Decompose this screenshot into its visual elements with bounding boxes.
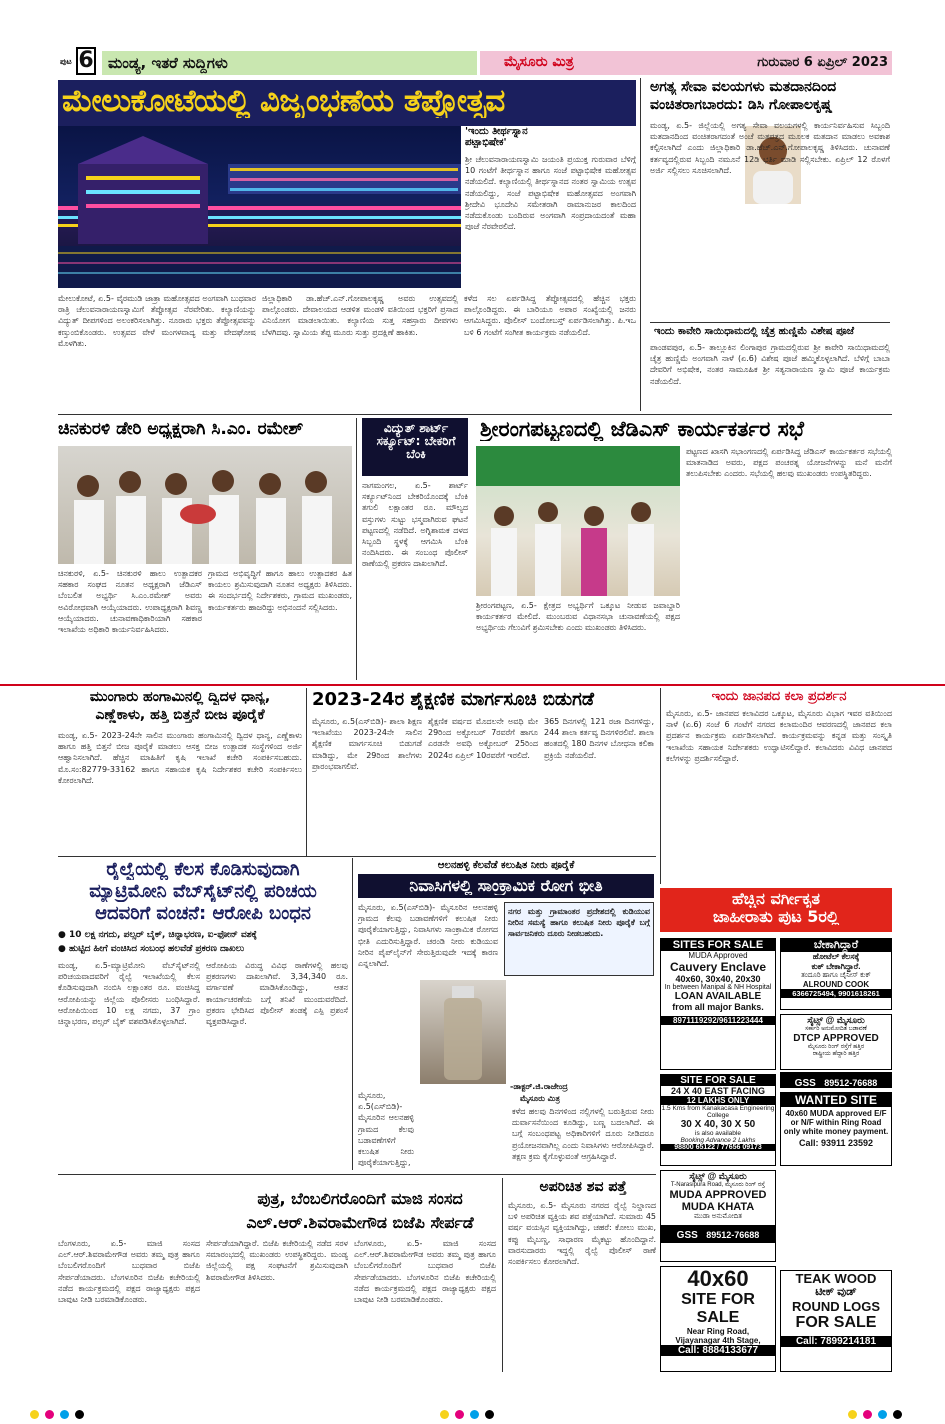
- ad3-title: ಸೈಟ್ಸ್ @ ಮೈಸೂರು: [807, 1015, 865, 1025]
- railway-bullet-1: ● 10 ಲಕ್ಷ ನಗದು, ಪಲ್ಸರ್ ಬೈಕ್, ಚಿನ್ನಾಭರಣ, ಐ-ಫೋನ್ ವಶಕ್ಕೆ: [58, 930, 257, 940]
- ad4-booking: Booking Advance 2 Lakhs: [680, 1137, 756, 1144]
- ad4-loc: 1.5 Kms from Kanakacasa Engineering College: [661, 1105, 775, 1119]
- monsoon-headline-2: ಎಣ್ಣೆಕಾಳು, ಹತ್ತಿ ಬಿತ್ತನೆ ಬೀಜ ಪೂರೈಕೆ: [95, 708, 265, 723]
- ad5-title: WANTED SITE: [781, 1093, 891, 1107]
- ad-muda-khata: [660, 1170, 776, 1262]
- ad4-also: is also available: [695, 1130, 741, 1137]
- ad2-phone: 6366725494, 9901618261: [781, 989, 891, 998]
- ad7-loc2: Vijayanagar 4th Stage,: [675, 1336, 761, 1345]
- lead-headline: ಮೇಲುಕೋಟೆಯಲ್ಲಿ ವಿಜೃಂಭಣೆಯ ತೆಪ್ಪೋತ್ಸವ: [62, 84, 505, 119]
- ad6-phone: 89512-76688: [706, 1230, 760, 1240]
- folk-headline: ಇಂದು ಜಾನಪದ ಕಲಾ ಪ್ರದರ್ಶನ: [711, 690, 847, 704]
- ad2-line4: ALROUND COOK: [802, 980, 870, 989]
- ad1-title: SITES FOR SALE: [661, 939, 775, 951]
- ad-cook-wanted: [780, 938, 892, 1010]
- mp-body-col3: ಬೆಂಗಳೂರು, ಏ.5- ಮಾಜಿ ಸಂಸದ ಎಲ್.ಆರ್.ಶಿವರಾಮೇಗೌಡ ಅವರು ತಮ್ಮ ಪುತ್ರ ಹಾಗೂ ಬೆಂಬಲಿಗರೊಂದಿಗೆ ಬುಧವಾರ ಬಿಜೆಪಿ ಸೇರ್ಪಡೆಯಾದರು. ಬೆಂಗಳೂರಿನ ಬಿಜೆಪಿ ಕಚೇರಿಯಲ್ಲಿ ನಡೆದ ಕಾರ್ಯಕ್ರಮದಲ್ಲಿ ಪಕ್ಷದ ರಾಜ್ಯಾಧ್ಯಕ್ಷರು ಪಕ್ಷದ ಬಾವುಟ ನೀಡಿ ಬರಮಾಡಿಕೊಂಡರು.: [354, 1239, 496, 1305]
- ad3-line3: ರಾಷ್ಟ್ರೀಯ ಹೆದ್ದಾರಿ ಹತ್ತಿರ: [812, 1051, 860, 1057]
- dairy-photo: [58, 446, 352, 564]
- section-title: ಮಂಡ್ಯ, ಇತರೆ ಸುದ್ದಿಗಳು: [108, 54, 228, 72]
- jds-body-col1: ಶ್ರೀರಂಗಪಟ್ಟಣ, ಏ.5- ಕ್ಷೇತ್ರದ ಅಭ್ಯರ್ಥಿಗೆ ಒಕ್ಕೂಟ ನೀಡುವ ಜವಾಬ್ದಾರಿ ಕಾರ್ಯಕರ್ತರ ಮೇಲಿದೆ. ಮುಂಬರುವ ವಿಧಾನಸಭಾ ಚುನಾವಣೆಯಲ್ಲಿ ಪಕ್ಷದ ಅಭ್ಯರ್ಥಿಯ ಗೆಲುವಿಗೆ ಶ್ರಮಿಸಬೇಕು ಎಂದು ಮುಖಂಡರು ತಿಳಿಸಿದರು.: [476, 601, 680, 633]
- ad-east-facing-site: [660, 1074, 776, 1166]
- ad8-phone: Call: 7899214181: [781, 1336, 891, 1347]
- ad-wanted-site: [780, 1092, 892, 1166]
- registration-dot: [863, 1410, 872, 1419]
- mp-headline-1: ಪುತ್ರ, ಬೆಂಬಲಿಗರೊಂದಿಗೆ ಮಾಜಿ ಸಂಸದ: [257, 1190, 463, 1208]
- ad-wanted-site-filler: [780, 1170, 892, 1266]
- railway-headline-1: ರೈಲ್ವೆಯಲ್ಲಿ ಕೆಲಸ ಕೊಡಿಸುವುದಾಗಿ: [106, 860, 300, 880]
- epidemic-body-col1: ಮೈಸೂರು, ಏ.5(ಎಸ್‌ಬಿಡಿ)- ಮೈಸೂರಿನ ಆಲನಹಳ್ಳಿ ಗ್ರಾಮದ ಕೆಲವು ಬಡಾವಣೆಗಳಿಗೆ ಕಲುಷಿತ ನೀರು ಪೂರೈಕೆಯಾಗುತ್ತಿದ್ದು, ನಿವಾಸಿಗಳು ಸಾಂಕ್ರಾಮಿಕ ರೋಗದ ಭೀತಿ ಎದುರಿಸುತ್ತಿದ್ದಾರೆ. ಚರಂಡಿ ನೀರು ಕುಡಿಯುವ ನೀರಿನ ಪೈಪ್‌ಲೈನ್‌ಗೆ ಸೇರುತ್ತಿರುವುದೇ ಇದಕ್ಕೆ ಕಾರಣ ಎನ್ನಲಾಗಿದೆ.: [358, 903, 498, 969]
- ad2-line2: ಕುಕ್ ಬೇಕಾಗಿದ್ದಾರೆ.: [811, 962, 861, 971]
- dairy-body-col2: ಗ್ರಾಮದ ಅಭಿವೃದ್ಧಿಗೆ ಹಾಗೂ ಹಾಲು ಉತ್ಪಾದಕರ ಹಿತ ಕಾಯಲು ಶ್ರಮಿಸುವುದಾಗಿ ನೂತನ ಅಧ್ಯಕ್ಷರು ತಿಳಿಸಿದರು. ಈ ಸಂದರ್ಭದಲ್ಲಿ ನಿರ್ದೇಶಕರು, ಗ್ರಾಮದ ಮುಖಂಡರು, ಕಾರ್ಯಕರ್ತರು ಹಾಜರಿದ್ದು ಅಭಿನಂದನೆ ಸಲ್ಲಿಸಿದರು.: [208, 569, 352, 612]
- ad3-line1: ಸರ್ಕಾರಿ ಅನುಮೋದಿತ ಬಡಾವಣೆ: [805, 1026, 867, 1032]
- bottle-icon: [420, 980, 506, 1084]
- ad-teak-wood: [780, 1270, 892, 1372]
- ad4-size: 24 X 40 EAST FACING: [670, 1086, 766, 1096]
- ad6-gss: GSS: [676, 1230, 698, 1241]
- epidemic-headline: ನಿವಾಸಿಗಳಲ್ಲಿ ಸಾಂಕ್ರಾಮಿಕ ರೋಗ ಭೀತಿ: [409, 877, 603, 895]
- dairy-headline: ಚಿನಕುರಳಿ ಡೇರಿ ಅಧ್ಯಕ್ಷರಾಗಿ ಸಿ.ಎಂ. ರಮೇಶ್: [58, 420, 304, 439]
- ad1-loan: LOAN AVAILABLE: [674, 991, 762, 1002]
- ad7-big: 40x60: [687, 1266, 749, 1291]
- registration-dot: [893, 1410, 902, 1419]
- ad8-line4: FOR SALE: [795, 1314, 877, 1331]
- ad3-line2: ಮೈಸೂರು ರಿಂಗ್ ರಸ್ತೆಗೆ ಹತ್ತಿರ: [807, 1044, 865, 1050]
- ad4-phone: 98800 65122 / 77656 09173: [661, 1144, 775, 1151]
- water-bottle-photo: [420, 980, 506, 1084]
- ad2-title: ಬೇಕಾಗಿದ್ದಾರೆ: [781, 939, 891, 952]
- ad7-phone: Call: 8884133677: [661, 1345, 775, 1356]
- railway-headline-2: ಮ್ಯಾಟ್ರಿಮೋನಿ ವೆಬ್‌ಸೈಟ್‌ನಲ್ಲಿ ಪರಿಚಯ: [89, 882, 317, 902]
- electric-headline: ವಿದ್ಯುತ್ ಶಾರ್ಟ್ ಸರ್ಕ್ಯೂಟ್: ಬೇಕರಿಗೆ ಬೆಂಕಿ: [376, 422, 456, 462]
- ad7-loc1: Near Ring Road,: [686, 1327, 750, 1336]
- epidemic-kicker: ಆಲನಹಳ್ಳಿ ಕೆಲವೆಡೆ ಕಲುಷಿತ ನೀರು ಪೂರೈಕೆ: [437, 860, 575, 871]
- ad6-line: ಮುಡಾ ಅನುಮೋದಿತ: [694, 1213, 742, 1220]
- kaveri-headline: ಇಂದು ಕಾವೇರಿ ಸಾಯಿಧಾಮದಲ್ಲಿ ಚೈತ್ರ ಹುಣ್ಣಿಮೆ ವಿಶೇಷ ಪೂಜೆ: [654, 326, 854, 337]
- ad-dtcp-sites: [780, 1014, 892, 1070]
- registration-dot: [455, 1410, 464, 1419]
- ad1-loc: In between Manipal & NH Hospital: [664, 984, 772, 991]
- lead-photo: [58, 126, 461, 288]
- ad3-big: DTCP APPROVED: [793, 1033, 879, 1044]
- electric-body: ನಾಗಮಂಗಲ, ಏ.5- ಶಾರ್ಟ್ ಸರ್ಕ್ಯೂಟ್‌ನಿಂದ ಬೇಕರಿಯೊಂದಕ್ಕೆ ಬೆಂಕಿ ತಗುಲಿ ಲಕ್ಷಾಂತರ ರೂ. ಮೌಲ್ಯದ ವಸ್ತುಗಳು ಸುಟ್ಟು ಭಸ್ಮವಾಗಿರುವ ಘಟನೆ ಪಟ್ಟಣದಲ್ಲಿ ನಡೆದಿದೆ. ಅಗ್ನಿಶಾಮಕ ದಳದ ಸಿಬ್ಬಂದಿ ಸ್ಥಳಕ್ಕೆ ಆಗಮಿಸಿ ಬೆಂಕಿ ನಂದಿಸಿದರು. ಈ ಸಂಬಂಧ ಪೊಲೀಸ್ ಠಾಣೆಯಲ್ಲಿ ಪ್ರಕರಣ ದಾಖಲಾಗಿದೆ.: [362, 481, 468, 569]
- academic-headline: 2023-24ರ ಶೈಕ್ಷಣಿಕ ಮಾರ್ಗಸೂಚಿ ಬಿಡುಗಡೆ: [312, 690, 595, 710]
- epidemic-reporter: -ಡಾಕ್ಟರ್.ಜಿ.ರಾಜೇಂದ್ರ: [510, 1082, 568, 1091]
- ad3-gss: GSS: [794, 1078, 816, 1088]
- ad-cauvery-enclave: [660, 938, 776, 1070]
- dc-headline-1: ಅಗತ್ಯ ಸೇವಾ ವಲಯಗಳು ಮತದಾನದಿಂದ: [650, 80, 837, 95]
- dc-body: ಮಂಡ್ಯ, ಏ.5- ಜಿಲ್ಲೆಯಲ್ಲಿ ಅಗತ್ಯ ಸೇವಾ ವಲಯಗಳಲ್ಲಿ ಕಾರ್ಯನಿರ್ವಹಿಸುವ ಸಿಬ್ಬಂದಿ ಮತದಾನದಿಂದ ವಂಚಿತರಾಗದಂತೆ ಅಂಚೆ ಮತಪತ್ರದ ಮೂಲಕ ಮತದಾನ ಮಾಡಲು ಅವಕಾಶ ಕಲ್ಪಿಸಲಾಗಿದೆ ಎಂದು ಜಿಲ್ಲಾಧಿಕಾರಿ ಡಾ.ಹೆಚ್.ಎನ್.ಗೋಪಾಲಕೃಷ್ಣ ತಿಳಿಸಿದರು. ಚುನಾವಣೆ ಕರ್ತವ್ಯದಲ್ಲಿರುವ ಸಿಬ್ಬಂದಿ ನಮೂನೆ 12ಡಿ ಭರ್ತಿ ಮಾಡಿ ಸಲ್ಲಿಸಬೇಕು. ಏಪ್ರಿಲ್ 12 ರೊಳಗೆ ಅರ್ಜಿ ಸಲ್ಲಿಸಲು ಸೂಚಿಸಲಾಗಿದೆ.: [650, 121, 890, 175]
- masthead: ಮೈಸೂರು ಮಿತ್ರ: [504, 54, 574, 70]
- epidemic-body-col2: ಕಳೆದ ಹಲವು ದಿನಗಳಿಂದ ನಲ್ಲಿಗಳಲ್ಲಿ ಬರುತ್ತಿರುವ ನೀರು ದುರ್ವಾಸನೆಯಿಂದ ಕೂಡಿದ್ದು, ಬಣ್ಣ ಬದಲಾಗಿದೆ. ಈ ಬಗ್ಗೆ ಸಂಬಂಧಪಟ್ಟ ಅಧಿಕಾರಿಗಳಿಗೆ ದೂರು ನೀಡಿದರೂ ಪ್ರಯೋಜನವಾಗಿಲ್ಲ ಎಂದು ನಿವಾಸಿಗಳು ಆರೋಪಿಸಿದ್ದಾರೆ. ತಕ್ಷಣ ಕ್ರಮ ಕೈಗೊಳ್ಳುವಂತೆ ಆಗ್ರಹಿಸಿದ್ದಾರೆ.: [512, 1107, 654, 1161]
- lead-body-col2: ಜಿಲ್ಲಾಧಿಕಾರಿ ಡಾ.ಹೆಚ್.ಎನ್.ಗೋಪಾಲಕೃಷ್ಣ ಅವರು ಉತ್ಸವದಲ್ಲಿ ಪಾಲ್ಗೊಂಡರು. ದೇವಾಲಯದ ಆಡಳಿತ ಮಂಡಳಿ ವತಿಯಿಂದ ಭಕ್ತರಿಗೆ ಪ್ರಸಾದ ವಿನಿಯೋಗ ಮಾಡಲಾಯಿತು. ಕಲ್ಯಾಣಿಯ ಸುತ್ತ ಸಹಸ್ರಾರು ದೀಪಗಳು ಬೆಳಗಿದವು. ಸ್ವಾಮಿಯ ತೆಪ್ಪ ಮೂರು ಸುತ್ತು ಪ್ರದಕ್ಷಿಣೆ ಹಾಕಿತು.: [262, 294, 458, 337]
- ad7-site: SITE FOR: [681, 1291, 755, 1308]
- registration-dot: [30, 1410, 39, 1419]
- jds-photo: [476, 446, 680, 596]
- epidemic-reporter-place: ಮೈಸೂರು ಮಿತ್ರ: [520, 1094, 560, 1103]
- registration-dot: [440, 1410, 449, 1419]
- ad4-price: 12 LAKHS ONLY: [661, 1096, 775, 1105]
- ad1-banks: from all major Banks.: [672, 1002, 764, 1012]
- ad6-big1: MUDA APPROVED: [669, 1189, 767, 1201]
- page-label: ಪುಟ: [60, 57, 72, 66]
- registration-dot: [60, 1410, 69, 1419]
- classified-banner: [660, 888, 892, 932]
- meeting-photo-illustration: [476, 446, 680, 596]
- ad3-phone: 89512-76688: [824, 1078, 878, 1088]
- ad4-sizes: 30 X 40, 30 X 50: [680, 1119, 756, 1130]
- folk-body: ಮೈಸೂರು, ಏ.5- ಜಾನಪದ ಕಲಾವಿದರ ಒಕ್ಕೂಟ, ಮೈಸೂರು ವಿಭಾಗ ಇವರ ವತಿಯಿಂದ ನಾಳೆ (ಏ.6) ಸಂಜೆ 6 ಗಂಟೆಗೆ ನಗರದ ಕಲಾಮಂದಿರ ಆವರಣದಲ್ಲಿ ಜಾನಪದ ಕಲಾ ಪ್ರದರ್ಶನ ಕಾರ್ಯಕ್ರಮ ಏರ್ಪಡಿಸಲಾಗಿದೆ. ಕಾರ್ಯಕ್ರಮವನ್ನು ಕನ್ನಡ ಮತ್ತು ಸಂಸ್ಕೃತಿ ಇಲಾಖೆಯ ಸಹಾಯಕ ನಿರ್ದೇಶಕರು ಉದ್ಘಾಟಿಸಲಿದ್ದಾರೆ. ಕಲಾವಿದರು ವಿವಿಧ ಜಾನಪದ ಕಲೆಗಳನ್ನು ಪ್ರದರ್ಶಿಸಲಿದ್ದಾರೆ.: [666, 709, 892, 763]
- registration-dots-left: [30, 1404, 90, 1423]
- academic-body-col3: 365 ದಿನಗಳಲ್ಲಿ 121 ರಜಾ ದಿನಗಳಿದ್ದು, 244 ಶಾಲಾ ಕರ್ತವ್ಯ ದಿನಗಳಿರಲಿವೆ. ಶಾಲಾ ಹಂತದಲ್ಲಿ 180 ದಿನಗಳ ಬೋಧನಾ ಕಲಿಕಾ ಪ್ರಕ್ರಿಯೆ ನಡೆಯಲಿದೆ.: [544, 717, 654, 760]
- registration-dot: [45, 1410, 54, 1419]
- issue-date: ಗುರುವಾರ 6 ಏಪ್ರಿಲ್ 2023: [757, 55, 888, 70]
- lead-sidebar-body: ಶ್ರೀ ಚೆಲುವನಾರಾಯಣಸ್ವಾಮಿ ಜಯಂತಿ ಪ್ರಯುಕ್ತ ಗುರುವಾರ ಬೆಳಿಗ್ಗೆ 10 ಗಂಟೆಗೆ ತೀರ್ಥಸ್ನಾನ ಹಾಗೂ ಸಂಜೆ ಪಟ್ಟಾಭಿಷೇಕ ಮಹೋತ್ಸವ ನಡೆಯಲಿದೆ. ಕಲ್ಯಾಣಿಯಲ್ಲಿ ತೀರ್ಥಸ್ನಾನದ ನಂತರ ಸ್ವಾಮಿಯ ಉತ್ಸವ ನಡೆಯಲಿದ್ದು, ಸಂಜೆ ಪಟ್ಟಾಭಿಷೇಕ ಮಹೋತ್ಸವದ ಅಂಗವಾಗಿ ಶ್ರೀದೇವಿ ಭೂದೇವಿ ಸಮೇತರಾಗಿ ರಾಮಾನುಜರ ಕಾಲದಿಂದ ನಡೆದುಕೊಂಡು ಬಂದಿರುವ ಅಂಗವಾಗಿ ಸಂಪ್ರದಾಯದಂತೆ ಮಹಾ ಪೂಜೆ ನೆರವೇರಲಿದೆ.: [465, 155, 636, 232]
- ad1-name: Cauvery Enclave: [669, 960, 767, 974]
- mp-headline-2: ಎಲ್.ಆರ್.ಶಿವರಾಮೇಗೌಡ ಬಿಜೆಪಿ ಸೇರ್ಪಡೆ: [246, 1214, 474, 1232]
- dairy-body-col1: ಚಿನಕುರಳಿ, ಏ.5- ಚಿನಕುರಳಿ ಹಾಲು ಉತ್ಪಾದಕರ ಸಹಕಾರ ಸಂಘದ ನೂತನ ಅಧ್ಯಕ್ಷರಾಗಿ ಜೆಡಿಎಸ್ ಬೆಂಬಲಿತ ಅಭ್ಯರ್ಥಿ ಸಿ.ಎಂ.ರಮೇಶ್ ಅವರು ಅವಿರೋಧವಾಗಿ ಆಯ್ಕೆಯಾದರು. ಉಪಾಧ್ಯಕ್ಷರಾಗಿ ಶಿವಣ್ಣ ಆಯ್ಕೆಯಾದರು. ಚುನಾವಣಾಧಿಕಾರಿಯಾಗಿ ಸಹಕಾರ ಇಲಾಖೆಯ ಅಧಿಕಾರಿ ಕಾರ್ಯನಿರ್ವಹಿಸಿದರು.: [58, 569, 202, 635]
- registration-dots-center: [440, 1404, 500, 1423]
- registration-dot: [75, 1410, 84, 1419]
- lead-sidebar-title: 'ಇಂದು ತೀರ್ಥಸ್ನಾನ ಪಟ್ಟಾಭಿಷೇಕ': [465, 126, 528, 148]
- corpse-body: ಮೈಸೂರು, ಏ.5- ಮೈಸೂರು ನಗರದ ರೈಲ್ವೆ ನಿಲ್ದಾಣದ ಬಳಿ ಅಪರಿಚಿತ ವ್ಯಕ್ತಿಯ ಶವ ಪತ್ತೆಯಾಗಿದೆ. ಸುಮಾರು 45 ವರ್ಷ ವಯಸ್ಸಿನ ವ್ಯಕ್ತಿಯಾಗಿದ್ದು, ಚಹರೆ: ಕೋಲು ಮುಖ, ಕಪ್ಪು ಮೈಬಣ್ಣ, ಸಾಧಾರಣ ಮೈಕಟ್ಟು ಹೊಂದಿದ್ದಾನೆ. ವಾರಸುದಾರರು ಇದ್ದಲ್ಲಿ ರೈಲ್ವೆ ಪೊಲೀಸ್ ಠಾಣೆ ಸಂಪರ್ಕಿಸಲು ಕೋರಲಾಗಿದೆ.: [508, 1201, 656, 1267]
- ad4-title: SITE FOR SALE: [661, 1075, 775, 1086]
- lead-body-col3: ಕಳೆದ ಸಲ ಏರ್ಪಡಿಸಿದ್ದ ತೆಪ್ಪೋತ್ಸವದಲ್ಲಿ ಹೆಚ್ಚಿನ ಭಕ್ತರು ಪಾಲ್ಗೊಂಡಿದ್ದರು. ಈ ಬಾರಿಯೂ ಅಪಾರ ಸಂಖ್ಯೆಯಲ್ಲಿ ಜನರು ಆಗಮಿಸಿದ್ದರು. ಪೊಲೀಸ್ ಬಂದೋಬಸ್ತ್ ಏರ್ಪಡಿಸಲಾಗಿತ್ತು. ಪಿ.ಇಒ ಬಳಿ 6 ಗಂಟೆಗೆ ಸಂಗೀತ ಕಾರ್ಯಕ್ರಮ ನಡೆಯಲಿದೆ.: [464, 294, 636, 337]
- classified-banner-line2: ಜಾಹೀರಾತು ಪುಟ 5ರಲ್ಲಿ: [713, 907, 839, 926]
- ad8-line3: ROUND LOGS: [791, 1299, 881, 1314]
- lead-sidebar: [465, 126, 636, 288]
- registration-dot: [878, 1410, 887, 1419]
- ad7-sale: SALE: [696, 1309, 740, 1326]
- epidemic-box: [504, 902, 654, 976]
- academic-body-col1: ಮೈಸೂರು, ಏ.5(ಎಸ್‌ಬಿಡಿ)- ಶಾಲಾ ಶಿಕ್ಷಣ ಇಲಾಖೆಯು 2023-24ನೇ ಸಾಲಿನ ಶೈಕ್ಷಣಿಕ ಮಾರ್ಗಸೂಚಿ ಬಿಡುಗಡೆ ಮಾಡಿದ್ದು, ಮೇ 29ರಿಂದ ಶಾಲೆಗಳು ಪ್ರಾರಂಭವಾಗಲಿವೆ.: [312, 717, 422, 771]
- academic-body-col2: ಶೈಕ್ಷಣಿಕ ವರ್ಷದ ಮೊದಲನೇ ಅವಧಿ ಮೇ 29ರಿಂದ ಅಕ್ಟೋಬರ್ 7ರವರೆಗೆ ಹಾಗೂ ಎರಡನೇ ಅವಧಿ ಅಕ್ಟೋಬರ್ 25ರಿಂದ 2024ರ ಏಪ್ರಿಲ್ 10ರವರೆಗೆ ಇರಲಿದೆ.: [428, 717, 538, 760]
- monsoon-body: ಮಂಡ್ಯ, ಏ.5- 2023-24ನೇ ಸಾಲಿನ ಮುಂಗಾರು ಹಂಗಾಮಿನಲ್ಲಿ ದ್ವಿದಳ ಧಾನ್ಯ, ಎಣ್ಣೆಕಾಳು ಹಾಗೂ ಹತ್ತಿ ಬಿತ್ತನೆ ಬೀಜ ಪೂರೈಕೆ ಮಾಡಲು ಆಸಕ್ತ ಬೀಜ ಉತ್ಪಾದಕ ಸಂಸ್ಥೆಗಳಿಂದ ಅರ್ಜಿ ಆಹ್ವಾನಿಸಲಾಗಿದೆ. ಹೆಚ್ಚಿನ ಮಾಹಿತಿಗೆ ಕೃಷಿ ಇಲಾಖೆ ಕಚೇರಿ ಸಂಪರ್ಕಿಸಬಹುದು. ಮೊ.ಸಂ:82779-33162 ಹಾಗೂ ಸಹಾಯಕ ಕೃಷಿ ನಿರ್ದೇಶಕರ ಕಚೇರಿ ಸಂಪರ್ಕಿಸಲು ಕೋರಲಾಗಿದೆ.: [58, 731, 302, 785]
- ad2-line1: ಹೋಟೆಲ್ ಕೆಲಸಕ್ಕೆ: [812, 952, 860, 961]
- mp-body-col2: ಸೇರ್ಪಡೆಯಾಗಿದ್ದಾರೆ. ಬಿಜೆಪಿ ಕಚೇರಿಯಲ್ಲಿ ನಡೆದ ಸರಳ ಸಮಾರಂಭದಲ್ಲಿ ಮುಖಂಡರು ಉಪಸ್ಥಿತರಿದ್ದರು. ಮಂಡ್ಯ ಜಿಲ್ಲೆಯಲ್ಲಿ ಪಕ್ಷ ಸಂಘಟನೆಗೆ ಶ್ರಮಿಸುವುದಾಗಿ ಶಿವರಾಮೇಗೌಡ ತಿಳಿಸಿದರು.: [206, 1239, 348, 1282]
- page-header: [58, 48, 892, 75]
- ad6-title: ಸೈಟ್ಸ್ @ ಮೈಸೂರು: [689, 1171, 747, 1181]
- jds-headline: ಶ್ರೀರಂಗಪಟ್ಟಣದಲ್ಲಿ ಜೆಡಿಎಸ್ ಕಾರ್ಯಕರ್ತರ ಸಭೆ: [480, 418, 804, 441]
- ad8-line1: TEAK WOOD: [795, 1271, 877, 1286]
- monsoon-headline-1: ಮುಂಗಾರು ಹಂಗಾಮಿನಲ್ಲಿ ದ್ವಿದಳ ಧಾನ್ಯ,: [89, 690, 271, 705]
- railway-bullet-2: ● ಹುಟ್ಟಿದ ಹೀಗೆ ವಂಚಿಸಿದ ಸಂಬಂಧ ಹಲವೆಡೆ ಪ್ರಕರಣ ದಾಖಲು: [58, 944, 245, 954]
- ad1-sizes: 40x60, 30x40, 20x30: [675, 974, 761, 984]
- ad2-line3: ತಂದೂರಿ ಹಾಗೂ ಚೈನೀಸ್ ಕುಕ್: [801, 972, 871, 979]
- ad6-big2: MUDA KHATA: [681, 1201, 755, 1213]
- ad6-road: T-Narasipura Road, ಮೈಸೂರು ರಿಂಗ್ ರಸ್ತೆ: [670, 1182, 766, 1188]
- railway-headline-3: ಆದವರಿಗೆ ವಂಚನೆ: ಆರೋಪಿ ಬಂಧನ: [95, 904, 311, 924]
- ad-site-for-sale-40x60: [660, 1266, 776, 1372]
- epidemic-box-text: ನಗರ ಮತ್ತು ಗ್ರಾಮಾಂತರ ಪ್ರದೇಶದಲ್ಲಿ ಕುಡಿಯುವ ನೀರಿನ ಸಮಸ್ಯೆ ಹಾಗೂ ಕಲುಷಿತ ನೀರು ಪೂರೈಕೆ ಬಗ್ಗೆ ಸಾರ್ವಜನಿಕರು ದೂರು ನೀಡಬಹುದು.: [508, 907, 650, 939]
- classified-banner-line1: ಹೆಚ್ಚಿನ ವರ್ಗೀಕೃತ: [731, 890, 820, 908]
- epidemic-body-col3: ಮೈಸೂರು, ಏ.5(ಎಸ್‌ಬಿಡಿ)- ಮೈಸೂರಿನ ಆಲನಹಳ್ಳಿ ಗ್ರಾಮದ ಕೆಲವು ಬಡಾವಣೆಗಳಿಗೆ ಕಲುಷಿತ ನೀರು ಪೂರೈಕೆಯಾಗುತ್ತಿದ್ದು,: [358, 1091, 414, 1168]
- railway-body-col2: ಆರೋಪಿಯ ವಿರುದ್ಧ ವಿವಿಧ ಠಾಣೆಗಳಲ್ಲಿ ಹಲವು ಪ್ರಕರಣಗಳು ದಾಖಲಾಗಿವೆ. 3,34,340 ರೂ. ವರ್ಗಾವಣೆ ಮಾಡಿಸಿಕೊಂಡಿದ್ದು, ಆತನ ಕಾರ್ಯಾಚರಣೆಯ ಬಗ್ಗೆ ತನಿಖೆ ಮುಂದುವರೆದಿದೆ. ಪ್ರಕರಣ ಭೇದಿಸಿದ ಪೊಲೀಸ್ ತಂಡಕ್ಕೆ ಎಸ್ಪಿ ಪ್ರಶಂಸೆ ವ್ಯಕ್ತಪಡಿಸಿದ್ದಾರೆ.: [206, 961, 348, 1027]
- registration-dots-right: [848, 1404, 908, 1423]
- section-label: [102, 51, 477, 75]
- jds-body-col2: ಪಟ್ಟಣದ ಖಾಸಗಿ ಸಭಾಂಗಣದಲ್ಲಿ ಏರ್ಪಡಿಸಿದ್ದ ಜೆಡಿಎಸ್ ಕಾರ್ಯಕರ್ತರ ಸಭೆಯಲ್ಲಿ ಮಾತನಾಡಿದ ಅವರು, ಪಕ್ಷದ ಪಂಚರತ್ನ ಯೋಜನೆಗಳನ್ನು ಮನೆ ಮನೆಗೆ ತಲುಪಿಸಬೇಕು ಎಂದರು. ಸಭೆಯಲ್ಲಿ ಹಲವು ಮುಖಂಡರು ಉಪಸ್ಥಿತರಿದ್ದರು.: [686, 447, 892, 479]
- dc-headline-2: ವಂಚಿತರಾಗಬಾರದು: ಡಿಸಿ ಗೋಪಾಲಕೃಷ್ಣ: [650, 98, 833, 113]
- corpse-headline: ಅಪರಿಚಿತ ಶವ ಪತ್ತೆ: [539, 1180, 627, 1195]
- ad8-line2: ಟೀಕ್ ವುಡ್: [815, 1286, 857, 1298]
- ad5-phone: Call: 93911 23592: [798, 1138, 874, 1148]
- ad1-phone: 8971119292/9611223444: [661, 1016, 775, 1025]
- page-number: 6: [76, 47, 96, 75]
- kaveri-body: ಪಾಂಡವಪುರ, ಏ.5- ತಾಲ್ಲೂಕಿನ ಲಿಂಗಾಪುರ ಗ್ರಾಮದಲ್ಲಿರುವ ಶ್ರೀ ಕಾವೇರಿ ಸಾಯಿಧಾಮದಲ್ಲಿ ಚೈತ್ರ ಹುಣ್ಣಿಮೆ ಅಂಗವಾಗಿ ನಾಳೆ (ಏ.6) ವಿಶೇಷ ಪೂಜೆ ಹಮ್ಮಿಕೊಳ್ಳಲಾಗಿದೆ. ಬೆಳಿಗ್ಗೆ ಬಾಬಾ ದೇವರಿಗೆ ಅಭಿಷೇಕ, ನಂತರ ಸಾಮೂಹಿಕ ಶ್ರೀ ಸತ್ಯನಾರಾಯಣ ಸ್ವಾಮಿ ಪೂಜೆ ಕಾರ್ಯಕ್ರಮ ನಡೆಯಲಿದೆ.: [650, 343, 890, 386]
- registration-dot: [470, 1410, 479, 1419]
- mp-body-col1: ಬೆಂಗಳೂರು, ಏ.5- ಮಾಜಿ ಸಂಸದ ಎಲ್.ಆರ್.ಶಿವರಾಮೇಗೌಡ ಅವರು ತಮ್ಮ ಪುತ್ರ ಹಾಗೂ ಬೆಂಬಲಿಗರೊಂದಿಗೆ ಬುಧವಾರ ಬಿಜೆಪಿ ಸೇರ್ಪಡೆಯಾದರು. ಬೆಂಗಳೂರಿನ ಬಿಜೆಪಿ ಕಚೇರಿಯಲ್ಲಿ ನಡೆದ ಕಾರ್ಯಕ್ರಮದಲ್ಲಿ ಪಕ್ಷದ ರಾಜ್ಯಾಧ್ಯಕ್ಷರು ಪಕ್ಷದ ಬಾವುಟ ನೀಡಿ ಬರಮಾಡಿಕೊಂಡರು.: [58, 1239, 200, 1305]
- registration-dot: [848, 1410, 857, 1419]
- railway-body-col1: ಮಂಡ್ಯ, ಏ.5-ಮ್ಯಾಟ್ರಿಮೋನಿ ವೆಬ್‌ಸೈಟ್‌ನಲ್ಲಿ ಪರಿಚಯವಾದವರಿಗೆ ರೈಲ್ವೆ ಇಲಾಖೆಯಲ್ಲಿ ಕೆಲಸ ಕೊಡಿಸುವುದಾಗಿ ನಂಬಿಸಿ ಲಕ್ಷಾಂತರ ರೂ. ವಂಚಿಸಿದ್ದ ಆರೋಪಿಯನ್ನು ಜಿಲ್ಲೆಯ ಪೊಲೀಸರು ಬಂಧಿಸಿದ್ದಾರೆ. ಆರೋಪಿಯಿಂದ 10 ಲಕ್ಷ ನಗದು, 37 ಗ್ರಾಂ ಚಿನ್ನಾಭರಣ, ಪಲ್ಸರ್ ಬೈಕ್ ವಶಪಡಿಸಿಕೊಳ್ಳಲಾಗಿದೆ.: [58, 961, 200, 1027]
- group-photo-illustration: [58, 446, 352, 564]
- ad3-contact: [780, 1072, 892, 1088]
- lead-body-col1: ಮೇಲುಕೋಟೆ, ಏ.5- ವೈರಮುಡಿ ಜಾತ್ರಾ ಮಹೋತ್ಸವದ ಅಂಗವಾಗಿ ಬುಧವಾರ ರಾತ್ರಿ ಚೆಲುವನಾರಾಯಣಸ್ವಾಮಿಗೆ ತೆಪ್ಪೋತ್ಸವ ನೆರವೇರಿತು. ಕಲ್ಯಾಣಿಯನ್ನು ವಿದ್ಯುತ್ ದೀಪಗಳಿಂದ ಅಲಂಕರಿಸಲಾಗಿತ್ತು. ನೂರಾರು ಭಕ್ತರು ತೆಪ್ಪೋತ್ಸವವನ್ನು ಕಣ್ತುಂಬಿಕೊಂಡರು. ಉತ್ಸವದ ವೇಳೆ ಮಂಗಳವಾದ್ಯ ಮತ್ತು ವೇದಘೋಷ ಮೊಳಗಿತು.: [58, 294, 256, 348]
- ad1-sub: MUDA Approved: [688, 951, 748, 960]
- temple-lights-illustration: [58, 126, 461, 288]
- registration-dot: [485, 1410, 494, 1419]
- ad5-body: 40x60 MUDA approved E/F or N/F within Ring Road only white money payment.: [783, 1109, 889, 1136]
